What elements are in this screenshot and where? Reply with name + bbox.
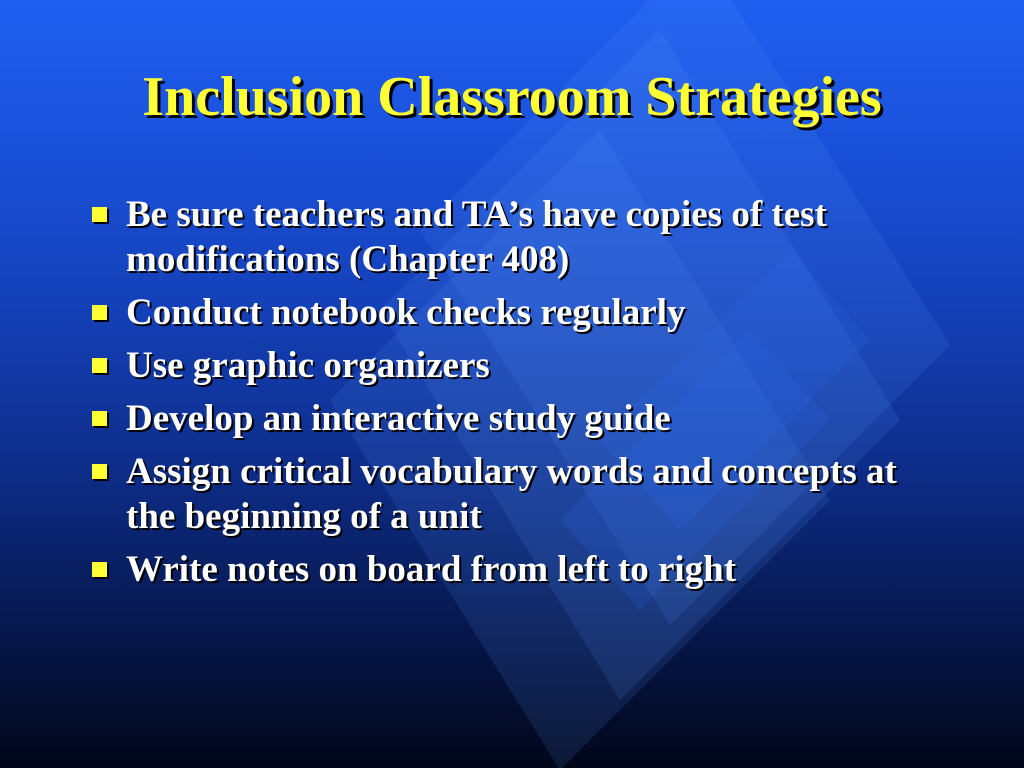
- bullet-text: Develop an interactive study guide: [126, 398, 671, 439]
- square-bullet-icon: [92, 411, 107, 426]
- bullet-item: [90, 343, 940, 388]
- square-bullet-icon: [92, 207, 107, 222]
- bullet-text: Assign critical vocabulary words and concepts at the beginning of a unit: [126, 451, 897, 537]
- bullet-item: [90, 192, 940, 282]
- bullet-text: Write notes on board from left to right: [126, 549, 737, 590]
- bullet-item: [90, 547, 940, 592]
- square-bullet-icon: [92, 305, 107, 320]
- bullet-item: [90, 396, 940, 441]
- bullet-list: [90, 192, 940, 600]
- bullet-text: Conduct notebook checks regularly: [126, 292, 686, 333]
- bullet-item: [90, 449, 940, 539]
- bullet-item: [90, 290, 940, 335]
- square-bullet-icon: [92, 358, 107, 373]
- slide-title: Inclusion Classroom Strategies: [142, 66, 882, 128]
- square-bullet-icon: [92, 562, 107, 577]
- bullet-text: Use graphic organizers: [126, 345, 490, 386]
- square-bullet-icon: [92, 464, 107, 479]
- bullet-text: Be sure teachers and TA’s have copies of test modifications (Chapter 408): [126, 194, 827, 280]
